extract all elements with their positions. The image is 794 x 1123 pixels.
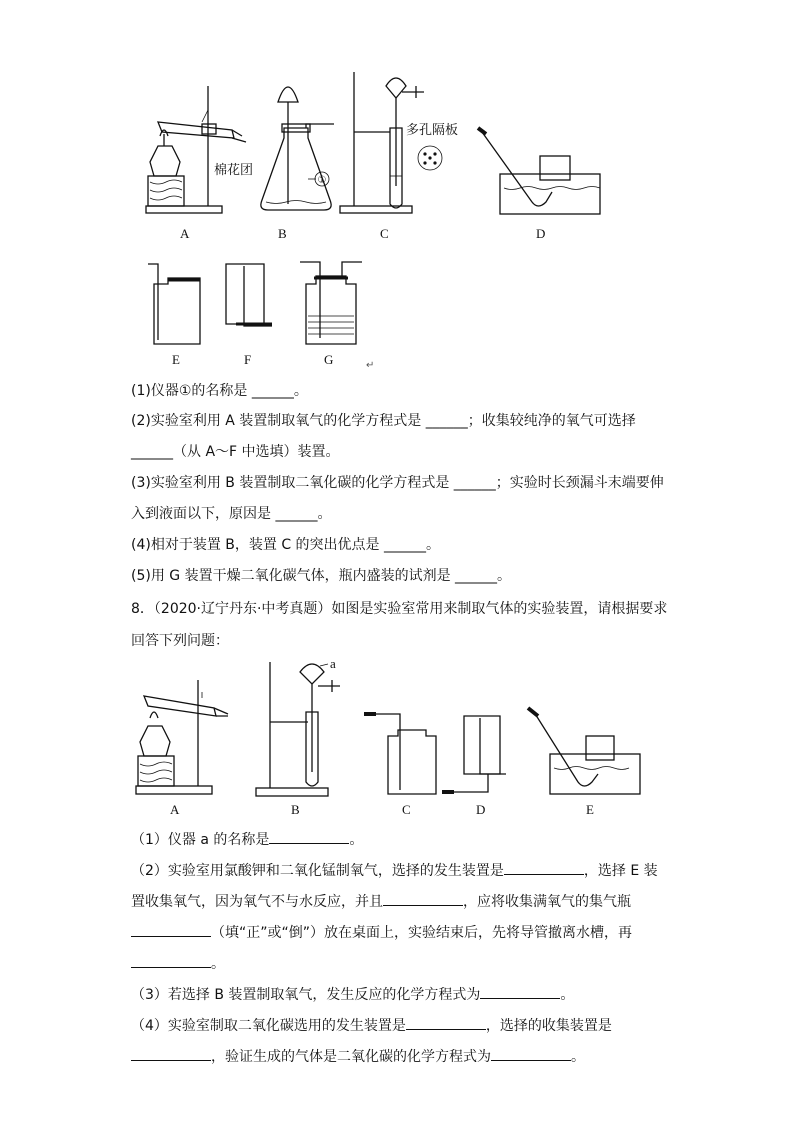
q8-sub4-line-1: （4）实验室制取二氧化碳选用的发生装置是 ，选择的收集装置是 <box>131 1015 612 1035</box>
answer-blank <box>383 891 463 906</box>
apparatus-f-drawing <box>226 264 272 326</box>
cotton-label: 棉花团 <box>214 163 254 178</box>
answer-blank <box>131 1046 211 1061</box>
q8-sub1: （1）仪器 a 的名称是 。 <box>131 829 363 849</box>
figure-apparatus-set-2 <box>130 656 650 822</box>
q8-intro-line-2: 回答下列问题： <box>131 633 229 649</box>
q8-label-b: B <box>291 802 300 817</box>
q8-label-a: A <box>170 802 180 817</box>
q8-label-c: C <box>402 802 411 817</box>
q8-sub2-line-1: （2）实验室用氯酸钾和二氧化锰制氧气，选择的发生装置是 ，选择 E 装 <box>131 860 658 880</box>
q7-line-4: (3)实验室利用 B 装置制取二氧化碳的化学方程式是 ______；实验时长颈漏斗末端要伸 <box>131 475 664 491</box>
q8-sub2-line-2: 置收集氧气，因为氧气不与水反应，并且 ，应将收集满氧气的集气瓶 <box>131 891 631 911</box>
q8-apparatus-a-drawing <box>136 680 228 794</box>
q8-sub4-line-2: ，验证生成的气体是二氧化碳的化学方程式为 。 <box>131 1046 585 1066</box>
q7-line-2: (2)实验室利用 A 装置制取氧气的化学方程式是 ______；收集较纯净的氧气可选择 <box>131 413 636 429</box>
answer-blank <box>406 1015 486 1030</box>
label-a: A <box>180 226 190 241</box>
q8-sub2-line-3: （填“正”或“倒”）放在桌面上，实验结束后，先将导管撤离水槽，再 <box>131 922 632 942</box>
q8-apparatus-d-drawing <box>442 716 506 792</box>
q8-apparatus-e-drawing <box>528 708 640 794</box>
porous-plate-label: 多孔隔板 <box>406 123 459 138</box>
q8-sub2-line-4: 。 <box>131 953 225 973</box>
label-f: F <box>244 352 252 367</box>
label-e: E <box>172 352 180 367</box>
answer-blank <box>491 1046 571 1061</box>
apparatus-c-drawing <box>340 72 458 213</box>
apparatus-a-drawing <box>146 86 253 213</box>
q8-apparatus-b-drawing <box>256 656 340 796</box>
answer-blank <box>269 829 349 844</box>
q7-line-1: (1)仪器①的名称是 ______。 <box>131 383 308 399</box>
answer-blank <box>480 984 560 999</box>
answer-blank <box>131 922 211 937</box>
instrument-1-label: ① <box>317 175 327 186</box>
apparatus-e-drawing <box>148 264 200 344</box>
return-mark: ↵ <box>366 360 375 371</box>
q7-line-7: (5)用 G 装置干燥二氧化碳气体，瓶内盛装的试剂是 ______。 <box>131 568 512 584</box>
q8-sub3: （3）若选择 B 装置制取氧气，发生反应的化学方程式为 。 <box>131 984 574 1004</box>
label-d: D <box>536 226 546 241</box>
label-b: B <box>278 226 287 241</box>
q8-label-e: E <box>586 802 594 817</box>
answer-blank <box>131 953 211 968</box>
q7-line-5: 入到液面以下，原因是 ______。 <box>131 506 332 522</box>
apparatus-d-drawing <box>478 128 600 214</box>
q8-intro-line-1: 8．（2020·辽宁丹东·中考真题）如图是实验室常用来制取气体的实验装置，请根据要求 <box>131 601 668 617</box>
figure-apparatus-set-1 <box>140 66 680 371</box>
label-c: C <box>380 226 389 241</box>
q7-line-3: ______（从 A～F 中选填）装置。 <box>131 444 340 460</box>
apparatus-g-drawing <box>300 262 362 344</box>
apparatus-b-drawing <box>261 87 334 210</box>
q8-apparatus-c-drawing <box>364 714 436 794</box>
label-g: G <box>324 352 334 367</box>
q8-label-d: D <box>476 802 486 817</box>
q8-label-a-instrument: a <box>330 656 336 671</box>
q7-line-6: (4)相对于装置 B，装置 C 的突出优点是 ______。 <box>131 537 441 553</box>
answer-blank <box>504 860 584 875</box>
